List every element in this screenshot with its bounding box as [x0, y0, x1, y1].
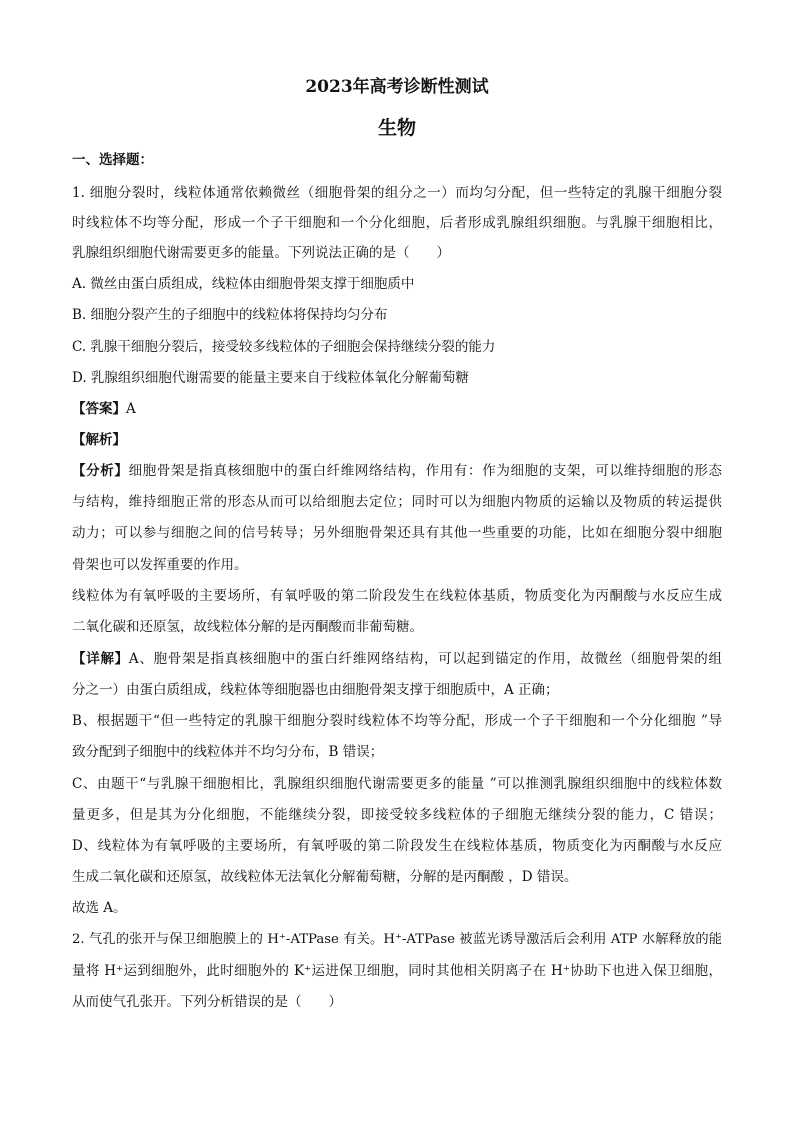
- analysis-tag: 【解析】: [72, 432, 126, 448]
- fenxi-line: 线粒体为有氧呼吸的主要场所，有氧呼吸的第二阶段发生在线粒体基质，物质变化为丙酮酸与水反应生成: [72, 588, 722, 604]
- conclusion-line: 故选 A。: [72, 900, 127, 916]
- xiangjie-line: 致分配到子细胞中的线粒体并不均匀分布，B 错误；: [72, 744, 384, 760]
- q1-stem-line: 1. 细胞分裂时，线粒体通常依赖微丝（细胞骨架的组分之一）而均匀分配，但一些特定的乳腺干细胞分裂: [72, 185, 722, 201]
- fenxi-line: 二氧化碳和还原氢，故线粒体分解的是丙酮酸而非葡萄糖。: [72, 619, 423, 635]
- xiangjie-tag: 【详解】: [72, 651, 129, 667]
- fenxi-line: 骨架也可以发挥重要的作用。: [72, 557, 248, 573]
- fenxi-line: 动力；可以参与细胞之间的信号转导；另外细胞骨架还具有其他一些重要的功能，比如在细胞分裂中细胞: [72, 525, 722, 541]
- xiangjie-line: C、由题干“与乳腺干细胞相比，乳腺组织细胞代谢需要更多的能量 ”可以推测乳腺组织细胞中的线粒体数: [72, 776, 722, 792]
- q1-option-a: A. 微丝由蛋白质组成，线粒体由细胞骨架支撑于细胞质中: [72, 276, 415, 292]
- q2-stem-line: 从而使气孔张开。下列分析错误的是（ ）: [72, 994, 342, 1010]
- document-title: 2023年高考诊断性测试: [305, 77, 489, 97]
- xiangjie-line: B、根据题干“但一些特定的乳腺干细胞分裂时线粒体不均等分配，形成一个子干细胞和一个分化细胞 ”导: [72, 713, 722, 729]
- q1-option-d: D. 乳腺组织细胞代谢需要的能量主要来自于线粒体氧化分解葡萄糖: [72, 370, 469, 386]
- fenxi-tag: 【分析】: [72, 463, 129, 479]
- xiangjie-line: 量更多，但是其为分化细胞，不能继续分裂，即接受较多线粒体的子细胞无继续分裂的能力，C 错误；: [72, 807, 722, 823]
- xiangjie-first-text: A、胞骨架是指真核细胞中的蛋白纤维网络结构，可以起到锚定的作用，故微丝（细胞骨架的组: [128, 651, 723, 667]
- answer-value: A: [126, 401, 136, 417]
- answer-tag: 【答案】: [72, 401, 126, 417]
- fenxi-first-text: 细胞骨架是指真核细胞中的蛋白纤维网络结构，作用有：作为细胞的支架，可以维持细胞的形态: [128, 463, 722, 479]
- fenxi-line: 与结构，维持细胞正常的形态从而可以给细胞去定位；同时可以为细胞内物质的运输以及物质的转运提供: [72, 494, 722, 510]
- xiangjie-line: 分之一）由蛋白质组成，线粒体等细胞器也由细胞骨架支撑于细胞质中，A 正确；: [72, 682, 559, 698]
- q1-option-c: C. 乳腺干细胞分裂后，接受较多线粒体的子细胞会保持继续分裂的能力: [72, 339, 496, 355]
- q1-option-b: B. 细胞分裂产生的子细胞中的线粒体将保持均匀分布: [72, 307, 388, 323]
- q1-stem-line: 时线粒体不均等分配，形成一个子干细胞和一个分化细胞，后者形成乳腺组织细胞。与乳腺干细胞相比，: [72, 215, 722, 231]
- q1-stem-line: 乳腺组织细胞代谢需要更多的能量。下列说法正确的是（ ）: [72, 245, 450, 261]
- q2-stem-line: 2. 气孔的张开与保卫细胞膜上的 H⁺-ATPase 有关。H⁺-ATPase 被蓝光诱导激活后会利用 ATP 水解释放的能: [72, 932, 722, 947]
- xiangjie-line: [72, 649, 722, 669]
- section-heading: 一、选择题：: [72, 152, 153, 168]
- fenxi-line: [72, 461, 722, 481]
- answer-line: [72, 399, 722, 419]
- xiangjie-line: D、线粒体为有氧呼吸的主要场所，有氧呼吸的第二阶段发生在线粒体基质，物质变化为丙酮酸与水反应: [72, 838, 722, 854]
- subject-title: 生物: [377, 117, 416, 139]
- q2-stem-line: 量将 H⁺运到细胞外，此时细胞外的 K⁺运进保卫细胞，同时其他相关阴离子在 H⁺协助下也进入保卫细胞，: [72, 963, 722, 979]
- xiangjie-line: 生成二氧化碳和还原氢，故线粒体无法氧化分解葡萄糖，分解的是丙酮酸 ，D 错误。: [72, 869, 578, 885]
